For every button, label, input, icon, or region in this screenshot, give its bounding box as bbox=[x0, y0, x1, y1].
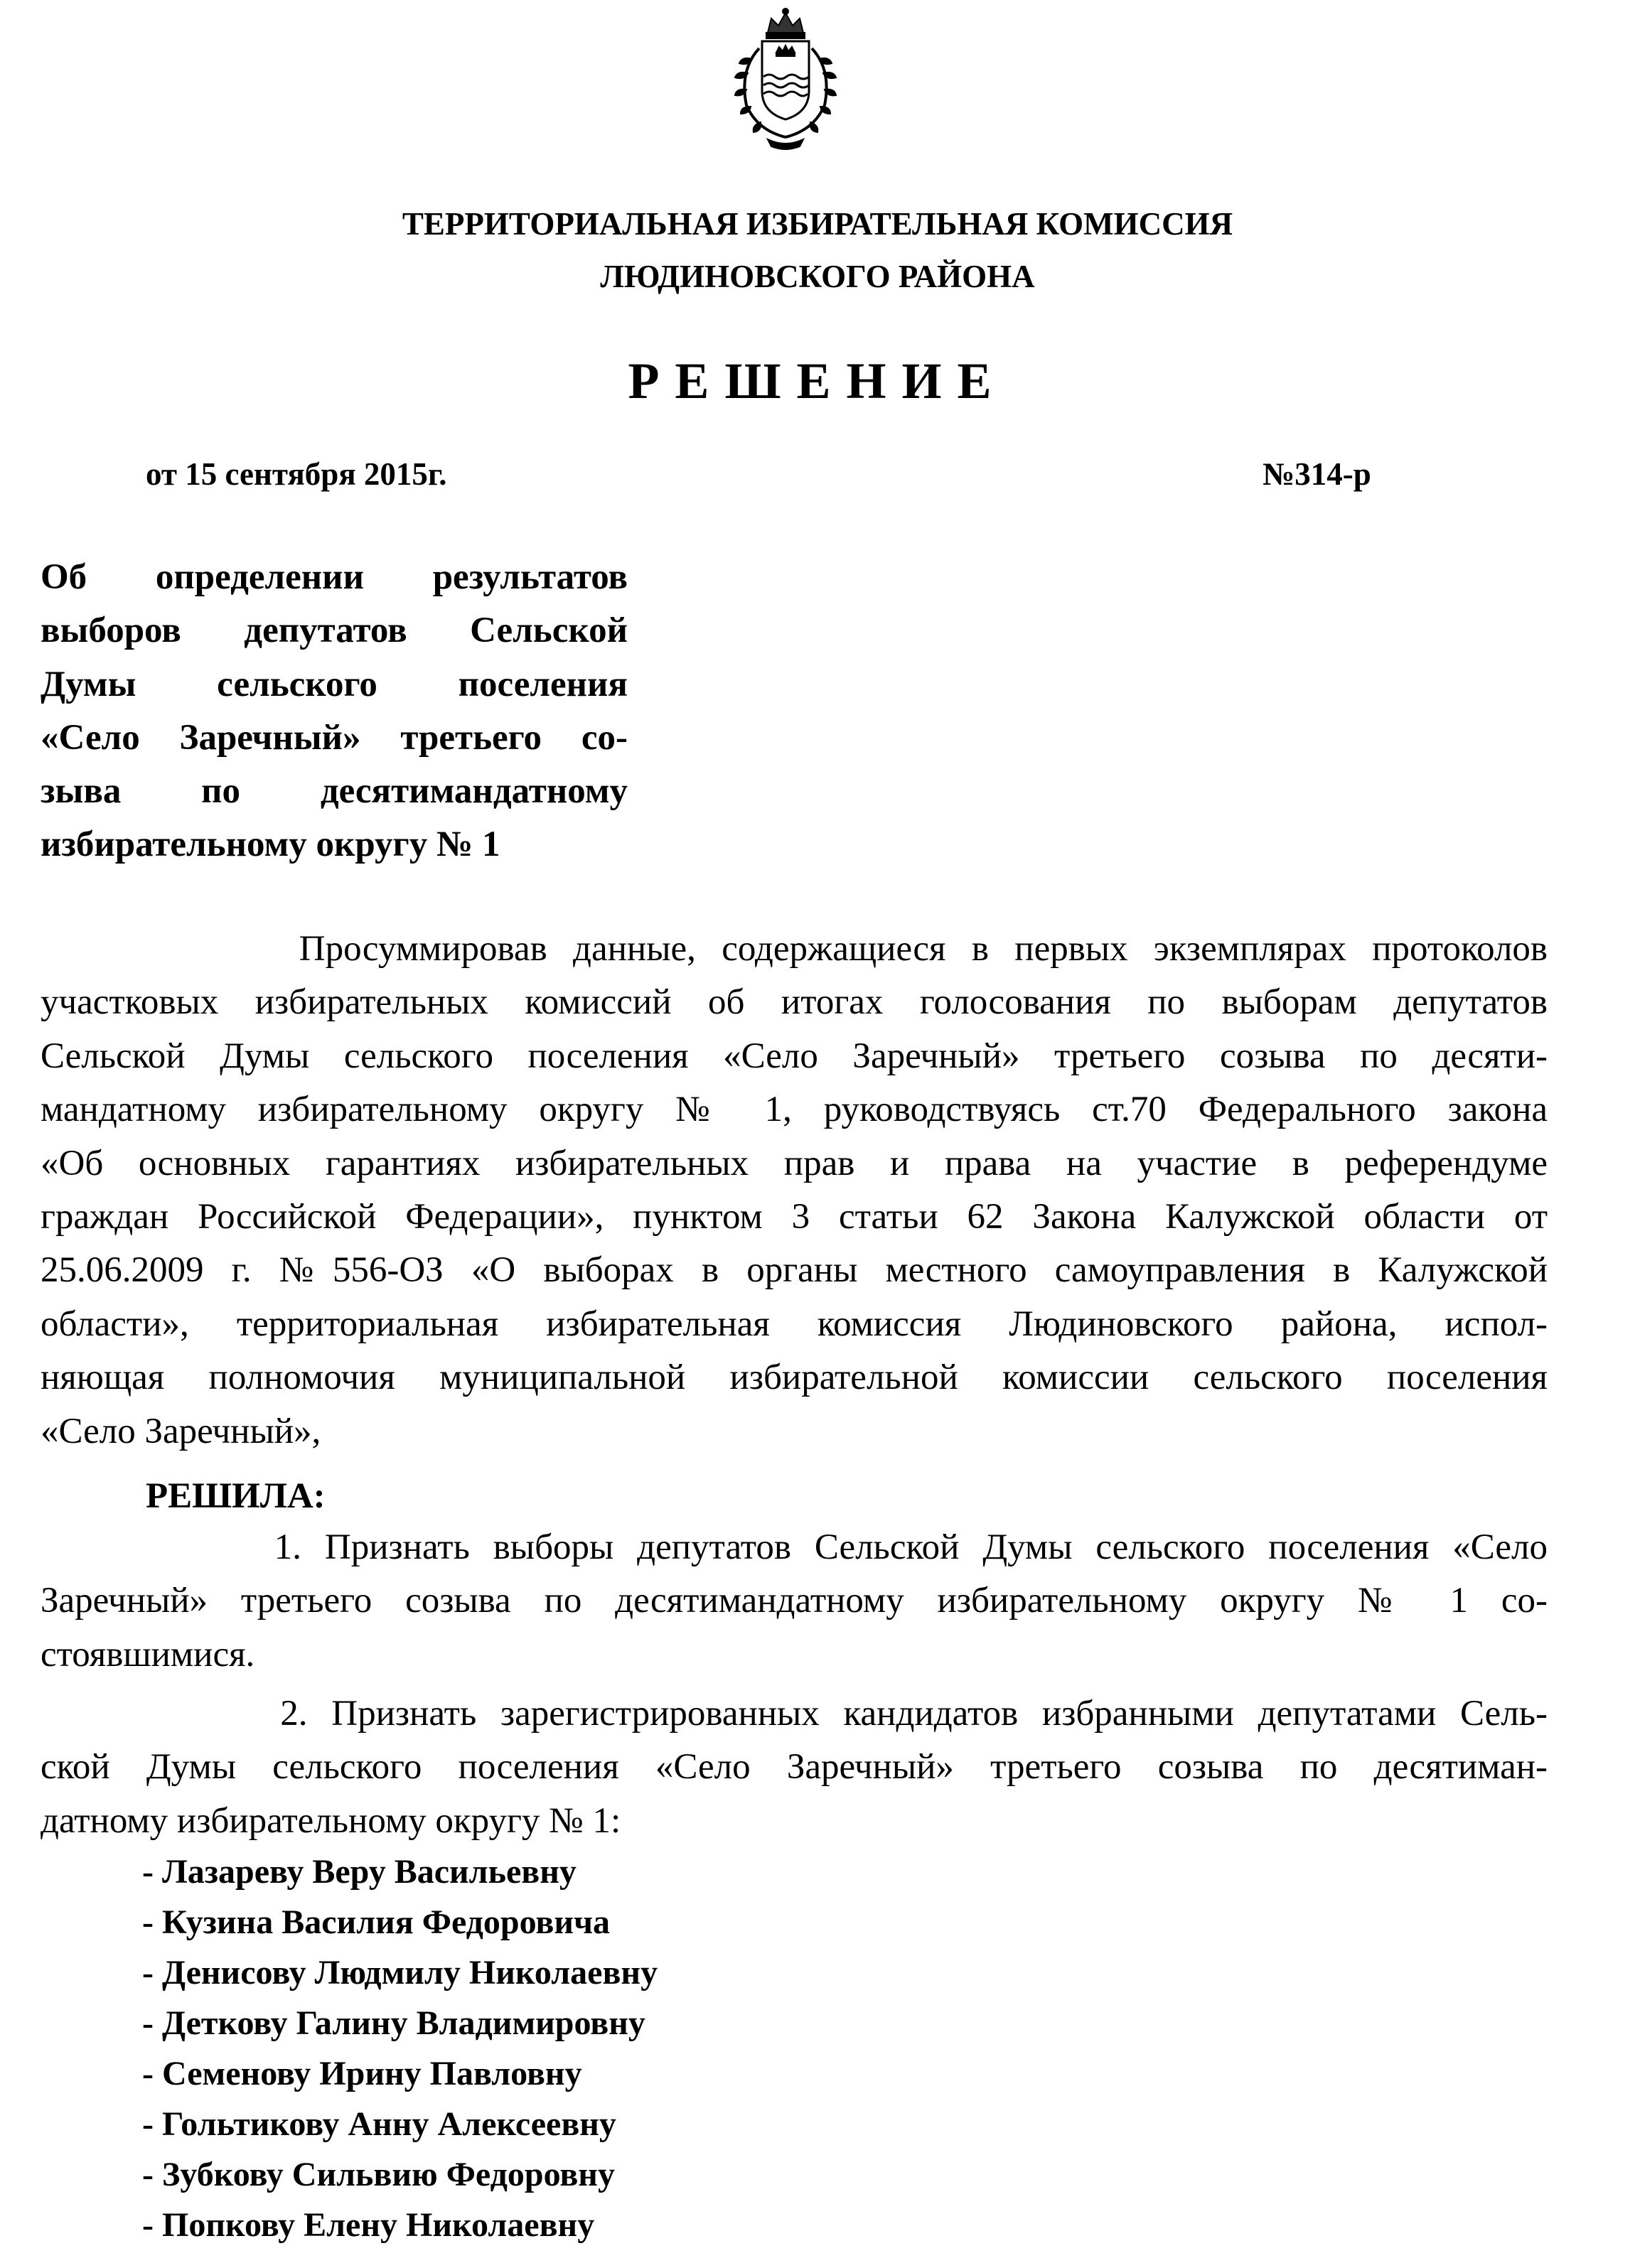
kaluga-oblast-coat-of-arms-icon bbox=[718, 6, 853, 151]
text-line: «Село Заречный», bbox=[41, 1411, 321, 1451]
text-line: 2. Признать зарегистрированных кандидатов избранными депутатами Сель- bbox=[41, 1694, 1548, 1734]
text-line: мандатному избирательному округу № 1, руководствуясь ст.70 Федерального закона bbox=[41, 1090, 1548, 1130]
decision-number: №314-р bbox=[1263, 456, 1371, 492]
text-line: области», территориальная избирательная комиссия Людиновского района, испол- bbox=[41, 1304, 1548, 1344]
subject-line: зыва по десятимандатному bbox=[41, 771, 628, 812]
subject-line: выборов депутатов Сельской bbox=[41, 611, 628, 651]
text-line: «Об основных гарантиях избирательных прав и права на участие в референдуме bbox=[41, 1143, 1548, 1183]
decision-subject bbox=[41, 551, 628, 872]
document-title: РЕШЕНИЕ bbox=[628, 353, 1007, 409]
commission-name-line2: ЛЮДИНОВСКОГО РАЙОНА bbox=[600, 259, 1035, 294]
commission-name-line1: ТЕРРИТОРИАЛЬНАЯ ИЗБИРАТЕЛЬНАЯ КОМИССИЯ bbox=[402, 206, 1233, 242]
list-item: - Денисову Людмилу Николаевну bbox=[142, 1954, 658, 1992]
list-item: - Кузина Василия Федоровича bbox=[142, 1903, 611, 1941]
list-item: - Деткову Галину Владимировну bbox=[142, 2004, 645, 2042]
subject-line: «Село Заречный» третьего со- bbox=[41, 717, 628, 758]
subject-line: избирательному округу № 1 bbox=[41, 824, 500, 865]
text-line: Сельской Думы сельского поселения «Село Заречный» третьего созыва по десяти- bbox=[41, 1036, 1548, 1076]
text-line: 25.06.2009 г. №556-ОЗ «О выборах в органы местного самоуправления в Калужской bbox=[41, 1250, 1548, 1291]
text-line: Просуммировав данные, содержащиеся в первых экземплярах протоколов bbox=[41, 929, 1548, 969]
resolved-heading: РЕШИЛА: bbox=[146, 1476, 326, 1516]
text-line: Заречный» третьего созыва по десятимандатному избирательному округу № 1 со- bbox=[41, 1581, 1548, 1621]
list-item: - Семенову Ирину Павловну bbox=[142, 2055, 582, 2092]
elected-deputies-list bbox=[142, 1847, 658, 2250]
preamble-paragraph bbox=[41, 923, 1548, 1458]
text-line: 1. Признать выборы депутатов Сельской Думы сельского поселения «Село bbox=[41, 1527, 1548, 1567]
text-line: стоявшимися. bbox=[41, 1634, 255, 1675]
text-line: датному избирательному округу № 1: bbox=[41, 1800, 621, 1841]
decision-date: от 15 сентября 2015г. bbox=[146, 456, 447, 492]
subject-line: Об определении результатов bbox=[41, 557, 628, 597]
list-item: - Зубкову Сильвию Федоровну bbox=[142, 2156, 615, 2193]
text-line: няющая полномочия муниципальной избирательной комиссии сельского поселения bbox=[41, 1358, 1548, 1398]
subject-line: Думы сельского поселения bbox=[41, 664, 628, 704]
text-line: участковых избирательных комиссий об итогах голосования по выборам депутатов bbox=[41, 982, 1548, 1023]
resolution-item-2 bbox=[41, 1687, 1548, 1848]
resolution-item-1 bbox=[41, 1521, 1548, 1682]
text-line: граждан Российской Федерации», пунктом 3 статьи 62 Закона Калужской области от bbox=[41, 1197, 1548, 1237]
list-item: - Лазареву Веру Васильевну bbox=[142, 1853, 577, 1891]
list-item: - Гольтикову Анну Алексеевну bbox=[142, 2105, 616, 2143]
list-item: - Попкову Елену Николаевну bbox=[142, 2206, 595, 2244]
text-line: ской Думы сельского поселения «Село Заречный» третьего созыва по десятиман- bbox=[41, 1747, 1548, 1788]
